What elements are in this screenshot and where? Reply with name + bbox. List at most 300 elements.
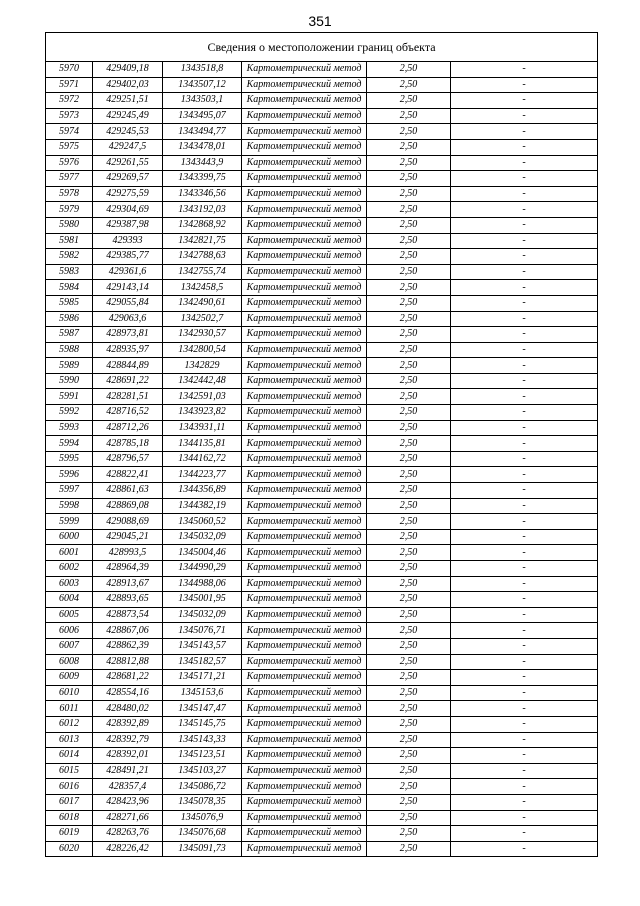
accuracy-cell: 2,50 xyxy=(367,93,451,109)
method-cell: Картометрический метод xyxy=(242,701,367,717)
x-coordinate-cell: 429393 xyxy=(93,233,163,249)
y-coordinate-cell: 1343399,75 xyxy=(163,171,242,187)
y-coordinate-cell: 1345001,95 xyxy=(163,592,242,608)
accuracy-cell: 2,50 xyxy=(367,327,451,343)
point-number-cell: 6010 xyxy=(46,685,93,701)
point-number-cell: 5975 xyxy=(46,139,93,155)
point-number-cell: 5995 xyxy=(46,451,93,467)
accuracy-cell: 2,50 xyxy=(367,155,451,171)
y-coordinate-cell: 1343494,77 xyxy=(163,124,242,140)
method-cell: Картометрический метод xyxy=(242,436,367,452)
method-cell: Картометрический метод xyxy=(242,295,367,311)
method-cell: Картометрический метод xyxy=(242,342,367,358)
y-coordinate-cell: 1343503,1 xyxy=(163,93,242,109)
table-row xyxy=(46,638,598,654)
y-coordinate-cell: 1345004,46 xyxy=(163,545,242,561)
x-coordinate-cell: 428423,96 xyxy=(93,794,163,810)
point-number-cell: 5981 xyxy=(46,233,93,249)
description-cell: - xyxy=(451,732,598,748)
x-coordinate-cell: 429402,03 xyxy=(93,77,163,93)
x-coordinate-cell: 428716,52 xyxy=(93,405,163,421)
point-number-cell: 6006 xyxy=(46,623,93,639)
description-cell: - xyxy=(451,716,598,732)
description-cell: - xyxy=(451,467,598,483)
point-number-cell: 5992 xyxy=(46,405,93,421)
table-row xyxy=(46,701,598,717)
x-coordinate-cell: 428281,51 xyxy=(93,389,163,405)
table-row xyxy=(46,436,598,452)
method-cell: Картометрический метод xyxy=(242,545,367,561)
table-row xyxy=(46,155,598,171)
x-coordinate-cell: 428973,81 xyxy=(93,327,163,343)
description-cell: - xyxy=(451,186,598,202)
x-coordinate-cell: 428964,39 xyxy=(93,561,163,577)
method-cell: Картометрический метод xyxy=(242,186,367,202)
method-cell: Картометрический метод xyxy=(242,420,367,436)
table-body xyxy=(46,62,598,857)
description-cell: - xyxy=(451,576,598,592)
method-cell: Картометрический метод xyxy=(242,327,367,343)
accuracy-cell: 2,50 xyxy=(367,467,451,483)
point-number-cell: 5971 xyxy=(46,77,93,93)
method-cell: Картометрический метод xyxy=(242,62,367,78)
description-cell: - xyxy=(451,295,598,311)
y-coordinate-cell: 1344223,77 xyxy=(163,467,242,483)
y-coordinate-cell: 1343192,03 xyxy=(163,202,242,218)
table-row xyxy=(46,685,598,701)
description-cell: - xyxy=(451,217,598,233)
point-number-cell: 6016 xyxy=(46,779,93,795)
method-cell: Картометрический метод xyxy=(242,264,367,280)
method-cell: Картометрический метод xyxy=(242,155,367,171)
accuracy-cell: 2,50 xyxy=(367,358,451,374)
description-cell: - xyxy=(451,794,598,810)
y-coordinate-cell: 1342755,74 xyxy=(163,264,242,280)
description-cell: - xyxy=(451,62,598,78)
point-number-cell: 6007 xyxy=(46,638,93,654)
y-coordinate-cell: 1343478,01 xyxy=(163,139,242,155)
method-cell: Картометрический метод xyxy=(242,763,367,779)
method-cell: Картометрический метод xyxy=(242,498,367,514)
point-number-cell: 5988 xyxy=(46,342,93,358)
point-number-cell: 5980 xyxy=(46,217,93,233)
method-cell: Картометрический метод xyxy=(242,576,367,592)
description-cell: - xyxy=(451,607,598,623)
method-cell: Картометрический метод xyxy=(242,810,367,826)
point-number-cell: 6014 xyxy=(46,748,93,764)
method-cell: Картометрический метод xyxy=(242,514,367,530)
description-cell: - xyxy=(451,670,598,686)
x-coordinate-cell: 428873,54 xyxy=(93,607,163,623)
x-coordinate-cell: 429275,59 xyxy=(93,186,163,202)
method-cell: Картометрический метод xyxy=(242,171,367,187)
accuracy-cell: 2,50 xyxy=(367,498,451,514)
accuracy-cell: 2,50 xyxy=(367,794,451,810)
y-coordinate-cell: 1342591,03 xyxy=(163,389,242,405)
x-coordinate-cell: 428554,16 xyxy=(93,685,163,701)
y-coordinate-cell: 1342800,54 xyxy=(163,342,242,358)
x-coordinate-cell: 428822,41 xyxy=(93,467,163,483)
description-cell: - xyxy=(451,249,598,265)
y-coordinate-cell: 1345076,68 xyxy=(163,826,242,842)
x-coordinate-cell: 429251,51 xyxy=(93,93,163,109)
y-coordinate-cell: 1345032,09 xyxy=(163,607,242,623)
table-row xyxy=(46,233,598,249)
page-number: 351 xyxy=(308,13,332,29)
accuracy-cell: 2,50 xyxy=(367,670,451,686)
point-number-cell: 5986 xyxy=(46,311,93,327)
accuracy-cell: 2,50 xyxy=(367,295,451,311)
table-row xyxy=(46,451,598,467)
accuracy-cell: 2,50 xyxy=(367,451,451,467)
table-row xyxy=(46,373,598,389)
point-number-cell: 6011 xyxy=(46,701,93,717)
accuracy-cell: 2,50 xyxy=(367,202,451,218)
point-number-cell: 5984 xyxy=(46,280,93,296)
accuracy-cell: 2,50 xyxy=(367,701,451,717)
point-number-cell: 5987 xyxy=(46,327,93,343)
description-cell: - xyxy=(451,124,598,140)
accuracy-cell: 2,50 xyxy=(367,108,451,124)
table-row xyxy=(46,748,598,764)
accuracy-cell: 2,50 xyxy=(367,732,451,748)
table-row xyxy=(46,264,598,280)
x-coordinate-cell: 429055,84 xyxy=(93,295,163,311)
table-row xyxy=(46,841,598,857)
point-number-cell: 5978 xyxy=(46,186,93,202)
description-cell: - xyxy=(451,483,598,499)
table-row xyxy=(46,77,598,93)
method-cell: Картометрический метод xyxy=(242,716,367,732)
description-cell: - xyxy=(451,233,598,249)
accuracy-cell: 2,50 xyxy=(367,716,451,732)
description-cell: - xyxy=(451,810,598,826)
method-cell: Картометрический метод xyxy=(242,217,367,233)
point-number-cell: 6018 xyxy=(46,810,93,826)
point-number-cell: 5998 xyxy=(46,498,93,514)
table-row xyxy=(46,280,598,296)
x-coordinate-cell: 428844,89 xyxy=(93,358,163,374)
description-cell: - xyxy=(451,498,598,514)
x-coordinate-cell: 429245,49 xyxy=(93,108,163,124)
method-cell: Картометрический метод xyxy=(242,623,367,639)
point-number-cell: 5970 xyxy=(46,62,93,78)
point-number-cell: 5983 xyxy=(46,264,93,280)
y-coordinate-cell: 1344990,29 xyxy=(163,561,242,577)
y-coordinate-cell: 1345060,52 xyxy=(163,514,242,530)
method-cell: Картометрический метод xyxy=(242,794,367,810)
method-cell: Картометрический метод xyxy=(242,249,367,265)
x-coordinate-cell: 429409,18 xyxy=(93,62,163,78)
accuracy-cell: 2,50 xyxy=(367,436,451,452)
method-cell: Картометрический метод xyxy=(242,311,367,327)
method-cell: Картометрический метод xyxy=(242,280,367,296)
description-cell: - xyxy=(451,763,598,779)
method-cell: Картометрический метод xyxy=(242,561,367,577)
description-cell: - xyxy=(451,654,598,670)
y-coordinate-cell: 1344162,72 xyxy=(163,451,242,467)
y-coordinate-cell: 1345143,33 xyxy=(163,732,242,748)
method-cell: Картометрический метод xyxy=(242,732,367,748)
y-coordinate-cell: 1345143,57 xyxy=(163,638,242,654)
x-coordinate-cell: 428263,76 xyxy=(93,826,163,842)
y-coordinate-cell: 1345153,6 xyxy=(163,685,242,701)
x-coordinate-cell: 428480,02 xyxy=(93,701,163,717)
description-cell: - xyxy=(451,451,598,467)
table-row xyxy=(46,217,598,233)
description-cell: - xyxy=(451,545,598,561)
y-coordinate-cell: 1345145,75 xyxy=(163,716,242,732)
y-coordinate-cell: 1345076,9 xyxy=(163,810,242,826)
description-cell: - xyxy=(451,748,598,764)
method-cell: Картометрический метод xyxy=(242,139,367,155)
x-coordinate-cell: 429245,53 xyxy=(93,124,163,140)
accuracy-cell: 2,50 xyxy=(367,483,451,499)
y-coordinate-cell: 1343495,07 xyxy=(163,108,242,124)
x-coordinate-cell: 428392,89 xyxy=(93,716,163,732)
description-cell: - xyxy=(451,93,598,109)
method-cell: Картометрический метод xyxy=(242,124,367,140)
method-cell: Картометрический метод xyxy=(242,451,367,467)
description-cell: - xyxy=(451,171,598,187)
y-coordinate-cell: 1345103,27 xyxy=(163,763,242,779)
table-row xyxy=(46,420,598,436)
x-coordinate-cell: 429247,5 xyxy=(93,139,163,155)
y-coordinate-cell: 1342458,5 xyxy=(163,280,242,296)
method-cell: Картометрический метод xyxy=(242,841,367,857)
x-coordinate-cell: 428491,21 xyxy=(93,763,163,779)
boundary-coordinates-table xyxy=(45,32,598,857)
accuracy-cell: 2,50 xyxy=(367,186,451,202)
accuracy-cell: 2,50 xyxy=(367,62,451,78)
description-cell: - xyxy=(451,77,598,93)
point-number-cell: 5974 xyxy=(46,124,93,140)
point-number-cell: 5993 xyxy=(46,420,93,436)
table-row xyxy=(46,810,598,826)
point-number-cell: 5982 xyxy=(46,249,93,265)
table-row xyxy=(46,342,598,358)
x-coordinate-cell: 428869,08 xyxy=(93,498,163,514)
accuracy-cell: 2,50 xyxy=(367,124,451,140)
accuracy-cell: 2,50 xyxy=(367,607,451,623)
method-cell: Картометрический метод xyxy=(242,483,367,499)
table-row xyxy=(46,529,598,545)
method-cell: Картометрический метод xyxy=(242,467,367,483)
point-number-cell: 5991 xyxy=(46,389,93,405)
description-cell: - xyxy=(451,561,598,577)
method-cell: Картометрический метод xyxy=(242,389,367,405)
point-number-cell: 6001 xyxy=(46,545,93,561)
y-coordinate-cell: 1342502,7 xyxy=(163,311,242,327)
accuracy-cell: 2,50 xyxy=(367,748,451,764)
y-coordinate-cell: 1343923,82 xyxy=(163,405,242,421)
table-row xyxy=(46,171,598,187)
description-cell: - xyxy=(451,779,598,795)
y-coordinate-cell: 1342930,57 xyxy=(163,327,242,343)
y-coordinate-cell: 1343507,12 xyxy=(163,77,242,93)
method-cell: Картометрический метод xyxy=(242,654,367,670)
point-number-cell: 5973 xyxy=(46,108,93,124)
y-coordinate-cell: 1344135,81 xyxy=(163,436,242,452)
table-row xyxy=(46,592,598,608)
accuracy-cell: 2,50 xyxy=(367,233,451,249)
y-coordinate-cell: 1344988,06 xyxy=(163,576,242,592)
point-number-cell: 5997 xyxy=(46,483,93,499)
point-number-cell: 5994 xyxy=(46,436,93,452)
point-number-cell: 5976 xyxy=(46,155,93,171)
table-row xyxy=(46,186,598,202)
description-cell: - xyxy=(451,108,598,124)
table-row xyxy=(46,62,598,78)
y-coordinate-cell: 1345078,35 xyxy=(163,794,242,810)
y-coordinate-cell: 1345076,71 xyxy=(163,623,242,639)
y-coordinate-cell: 1342821,75 xyxy=(163,233,242,249)
y-coordinate-cell: 1343346,56 xyxy=(163,186,242,202)
method-cell: Картометрический метод xyxy=(242,373,367,389)
x-coordinate-cell: 428712,26 xyxy=(93,420,163,436)
point-number-cell: 6009 xyxy=(46,670,93,686)
description-cell: - xyxy=(451,202,598,218)
method-cell: Картометрический метод xyxy=(242,358,367,374)
description-cell: - xyxy=(451,155,598,171)
x-coordinate-cell: 428862,39 xyxy=(93,638,163,654)
method-cell: Картометрический метод xyxy=(242,607,367,623)
y-coordinate-cell: 1345182,57 xyxy=(163,654,242,670)
y-coordinate-cell: 1343931,11 xyxy=(163,420,242,436)
x-coordinate-cell: 428993,5 xyxy=(93,545,163,561)
method-cell: Картометрический метод xyxy=(242,77,367,93)
accuracy-cell: 2,50 xyxy=(367,841,451,857)
y-coordinate-cell: 1345123,51 xyxy=(163,748,242,764)
accuracy-cell: 2,50 xyxy=(367,280,451,296)
point-number-cell: 6017 xyxy=(46,794,93,810)
accuracy-cell: 2,50 xyxy=(367,545,451,561)
method-cell: Картометрический метод xyxy=(242,592,367,608)
table-row xyxy=(46,295,598,311)
description-cell: - xyxy=(451,514,598,530)
accuracy-cell: 2,50 xyxy=(367,685,451,701)
table-row xyxy=(46,389,598,405)
x-coordinate-cell: 428893,65 xyxy=(93,592,163,608)
x-coordinate-cell: 429045,21 xyxy=(93,529,163,545)
method-cell: Картометрический метод xyxy=(242,233,367,249)
description-cell: - xyxy=(451,685,598,701)
x-coordinate-cell: 429088,69 xyxy=(93,514,163,530)
table-row xyxy=(46,311,598,327)
accuracy-cell: 2,50 xyxy=(367,654,451,670)
point-number-cell: 6000 xyxy=(46,529,93,545)
accuracy-cell: 2,50 xyxy=(367,638,451,654)
y-coordinate-cell: 1344356,89 xyxy=(163,483,242,499)
point-number-cell: 6013 xyxy=(46,732,93,748)
method-cell: Картометрический метод xyxy=(242,638,367,654)
table-row xyxy=(46,670,598,686)
table-row xyxy=(46,779,598,795)
method-cell: Картометрический метод xyxy=(242,93,367,109)
table-row xyxy=(46,139,598,155)
description-cell: - xyxy=(451,373,598,389)
accuracy-cell: 2,50 xyxy=(367,311,451,327)
point-number-cell: 6019 xyxy=(46,826,93,842)
x-coordinate-cell: 429361,6 xyxy=(93,264,163,280)
x-coordinate-cell: 428785,18 xyxy=(93,436,163,452)
x-coordinate-cell: 428861,63 xyxy=(93,483,163,499)
x-coordinate-cell: 429261,55 xyxy=(93,155,163,171)
table-row xyxy=(46,124,598,140)
table-row xyxy=(46,483,598,499)
x-coordinate-cell: 428357,4 xyxy=(93,779,163,795)
point-number-cell: 5990 xyxy=(46,373,93,389)
y-coordinate-cell: 1342868,92 xyxy=(163,217,242,233)
x-coordinate-cell: 428271,66 xyxy=(93,810,163,826)
table-row xyxy=(46,794,598,810)
description-cell: - xyxy=(451,139,598,155)
y-coordinate-cell: 1344382,19 xyxy=(163,498,242,514)
table-row xyxy=(46,327,598,343)
accuracy-cell: 2,50 xyxy=(367,561,451,577)
y-coordinate-cell: 1345091,73 xyxy=(163,841,242,857)
y-coordinate-cell: 1345032,09 xyxy=(163,529,242,545)
description-cell: - xyxy=(451,436,598,452)
table-row xyxy=(46,108,598,124)
description-cell: - xyxy=(451,311,598,327)
description-cell: - xyxy=(451,638,598,654)
x-coordinate-cell: 428226,42 xyxy=(93,841,163,857)
y-coordinate-cell: 1342490,61 xyxy=(163,295,242,311)
y-coordinate-cell: 1345171,21 xyxy=(163,670,242,686)
table-row xyxy=(46,545,598,561)
point-number-cell: 6005 xyxy=(46,607,93,623)
accuracy-cell: 2,50 xyxy=(367,139,451,155)
x-coordinate-cell: 428392,01 xyxy=(93,748,163,764)
x-coordinate-cell: 429143,14 xyxy=(93,280,163,296)
table-title: Сведения о местоположении границ объекта xyxy=(46,33,598,62)
table-row xyxy=(46,498,598,514)
table-row xyxy=(46,826,598,842)
table-row xyxy=(46,467,598,483)
y-coordinate-cell: 1343518,8 xyxy=(163,62,242,78)
method-cell: Картометрический метод xyxy=(242,670,367,686)
table-row xyxy=(46,249,598,265)
x-coordinate-cell: 429269,57 xyxy=(93,171,163,187)
x-coordinate-cell: 428867,06 xyxy=(93,623,163,639)
x-coordinate-cell: 429063,6 xyxy=(93,311,163,327)
point-number-cell: 6008 xyxy=(46,654,93,670)
description-cell: - xyxy=(451,280,598,296)
table-row xyxy=(46,623,598,639)
table-row xyxy=(46,358,598,374)
accuracy-cell: 2,50 xyxy=(367,592,451,608)
point-number-cell: 5977 xyxy=(46,171,93,187)
x-coordinate-cell: 429304,69 xyxy=(93,202,163,218)
description-cell: - xyxy=(451,529,598,545)
accuracy-cell: 2,50 xyxy=(367,826,451,842)
point-number-cell: 5989 xyxy=(46,358,93,374)
x-coordinate-cell: 428935,97 xyxy=(93,342,163,358)
accuracy-cell: 2,50 xyxy=(367,171,451,187)
y-coordinate-cell: 1342829 xyxy=(163,358,242,374)
point-number-cell: 6003 xyxy=(46,576,93,592)
description-cell: - xyxy=(451,420,598,436)
y-coordinate-cell: 1342788,63 xyxy=(163,249,242,265)
table-row xyxy=(46,576,598,592)
table-row xyxy=(46,763,598,779)
accuracy-cell: 2,50 xyxy=(367,405,451,421)
x-coordinate-cell: 429385,77 xyxy=(93,249,163,265)
point-number-cell: 5979 xyxy=(46,202,93,218)
accuracy-cell: 2,50 xyxy=(367,779,451,795)
point-number-cell: 6004 xyxy=(46,592,93,608)
